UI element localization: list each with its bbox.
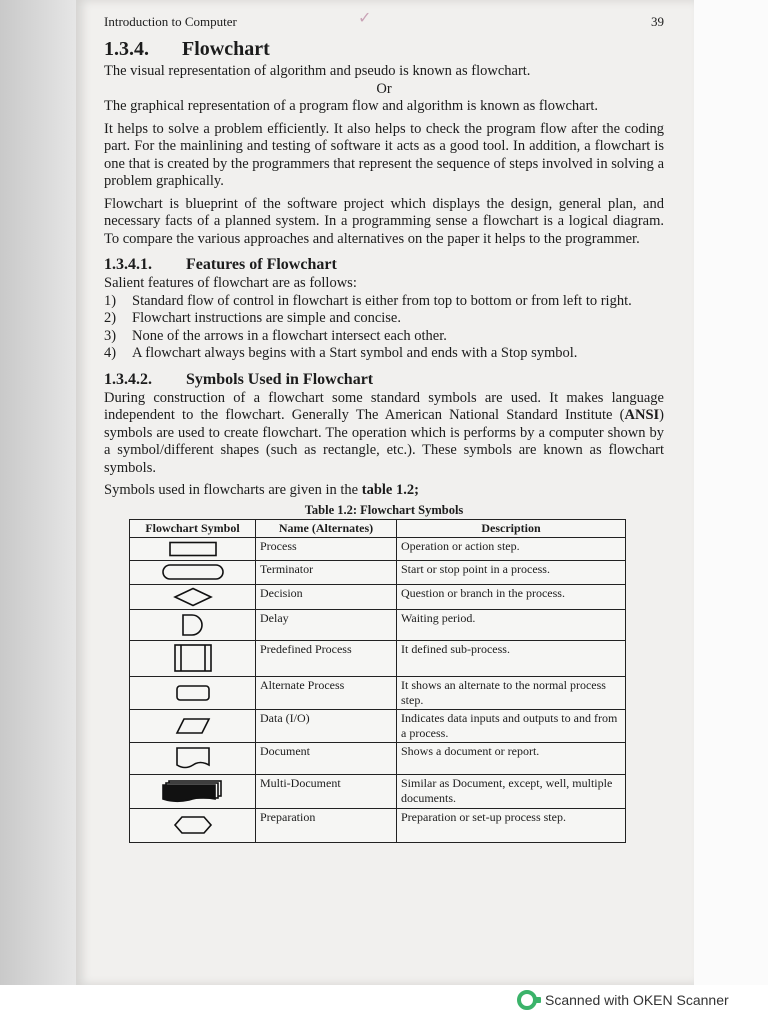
running-head-title: Introduction to Computer bbox=[104, 14, 237, 29]
symbols-number: 1.3.4.2. bbox=[104, 370, 152, 388]
list-number: 4) bbox=[104, 345, 117, 361]
page-number: 39 bbox=[651, 14, 664, 29]
table-row bbox=[130, 742, 626, 774]
table-row bbox=[130, 709, 626, 742]
table-row bbox=[130, 560, 626, 584]
section-heading bbox=[104, 38, 664, 61]
table-intro bbox=[104, 482, 664, 500]
symbol-description: Similar as Document, except, well, multiple documents. bbox=[397, 774, 626, 808]
list-text: Flowchart instructions are simple and concise. bbox=[132, 310, 401, 326]
symbol-name: Preparation bbox=[256, 808, 397, 842]
table-row bbox=[130, 537, 626, 560]
definition-2: The graphical representation of a program flow and algorithm is known as flowchart. bbox=[104, 98, 599, 114]
alternate-process-symbol-icon bbox=[175, 684, 211, 702]
page-content bbox=[104, 14, 664, 843]
multi-document-symbol-icon bbox=[161, 779, 225, 803]
table-row bbox=[130, 640, 626, 676]
table-row bbox=[130, 609, 626, 640]
list-number: 1) bbox=[104, 292, 117, 309]
column-header: Description bbox=[397, 519, 626, 537]
list-text: Standard flow of control in flowchart is either from top to bottom or from left to right. bbox=[132, 292, 632, 309]
delay-symbol-icon bbox=[180, 613, 206, 637]
check-mark-icon: ✓ bbox=[358, 10, 372, 27]
features-list bbox=[104, 293, 664, 363]
symbol-description: Question or branch in the process. bbox=[397, 584, 626, 609]
features-heading bbox=[104, 256, 664, 274]
scanner-watermark bbox=[517, 990, 729, 1010]
list-text: A flowchart always begins with a Start symbol and ends with a Stop symbol. bbox=[132, 345, 578, 361]
list-text: None of the arrows in a flowchart intersect each other. bbox=[132, 327, 447, 344]
watermark-text: Scanned with OKEN Scanner bbox=[545, 992, 729, 1008]
list-number: 3) bbox=[104, 327, 117, 344]
symbol-name: Multi-Document bbox=[256, 774, 397, 808]
ansi-term: ANSI bbox=[624, 407, 660, 423]
paragraph-1: It helps to solve a problem efficiently. It also helps to check the program flow after the coding part. For the mainlining and testing of software it acts as a good tool. In addition, a flowchart is one that is created by the programmers that represent the sequence of steps involved in solving a problem graphically. bbox=[104, 120, 664, 189]
symbol-description: It defined sub-process. bbox=[397, 640, 626, 676]
symbol-name: Data (I/O) bbox=[256, 709, 397, 742]
data-io-symbol-icon bbox=[175, 717, 211, 735]
list-item bbox=[104, 345, 664, 363]
preparation-symbol-icon bbox=[173, 815, 213, 835]
section-title: Flowchart bbox=[182, 38, 270, 60]
definition-1: The visual representation of algorithm and pseudo is known as flowchart. bbox=[104, 63, 531, 79]
symbol-description: Start or stop point in a process. bbox=[397, 560, 626, 584]
symbol-name: Process bbox=[256, 537, 397, 560]
scan-shadow-edge bbox=[0, 0, 76, 985]
decision-symbol-icon bbox=[173, 587, 213, 607]
table-header-row bbox=[130, 519, 626, 537]
table-intro-text: Symbols used in flowcharts are given in the bbox=[104, 482, 362, 498]
symbol-description: Indicates data inputs and outputs to and from a process. bbox=[397, 709, 626, 742]
symbol-description: It shows an alternate to the normal process step. bbox=[397, 676, 626, 709]
symbol-name: Predefined Process bbox=[256, 640, 397, 676]
table-reference: table 1.2; bbox=[361, 482, 419, 498]
symbol-name: Terminator bbox=[256, 560, 397, 584]
table-row bbox=[130, 676, 626, 709]
table-caption: Table 1.2: Flowchart Symbols bbox=[304, 502, 464, 517]
or-separator: Or bbox=[376, 80, 392, 97]
symbols-text-part: During construction of a flowchart some standard symbols are used. It makes language independent to the flowchart. Generally The American National Standard Institute ( bbox=[104, 389, 664, 423]
list-item bbox=[104, 293, 664, 311]
symbols-title: Symbols Used in Flowchart bbox=[186, 370, 374, 388]
terminator-symbol-icon bbox=[161, 563, 225, 581]
section-number: 1.3.4. bbox=[104, 38, 149, 60]
list-item bbox=[104, 328, 664, 346]
symbols-paragraph bbox=[104, 390, 664, 478]
oken-logo-icon bbox=[517, 990, 537, 1010]
table-row bbox=[130, 774, 626, 808]
features-intro: Salient features of flowchart are as follows: bbox=[104, 275, 357, 291]
page-margin bbox=[694, 0, 768, 985]
symbols-text-part: ) symbols are used to create flowchart. The operation which is performs by a computer shown by a symbol/different shapes (such as rectangle, etc.). These symbols are known as flowchart symbols. bbox=[104, 407, 664, 476]
document-symbol-icon bbox=[175, 746, 211, 770]
column-header: Name (Alternates) bbox=[256, 519, 397, 537]
list-number: 2) bbox=[104, 310, 117, 326]
table-row bbox=[130, 584, 626, 609]
features-title: Features of Flowchart bbox=[186, 256, 337, 273]
list-item bbox=[104, 310, 664, 328]
symbol-name: Delay bbox=[256, 609, 397, 640]
table-row bbox=[130, 808, 626, 842]
symbol-description: Shows a document or report. bbox=[397, 742, 626, 774]
running-head bbox=[104, 14, 664, 30]
predefined-process-symbol-icon bbox=[173, 643, 213, 673]
symbols-heading bbox=[104, 371, 664, 389]
symbol-description: Operation or action step. bbox=[397, 537, 626, 560]
features-number: 1.3.4.1. bbox=[104, 256, 152, 273]
column-header: Flowchart Symbol bbox=[130, 519, 256, 537]
symbol-description: Preparation or set-up process step. bbox=[397, 808, 626, 842]
symbol-name: Alternate Process bbox=[256, 676, 397, 709]
process-symbol-icon bbox=[168, 541, 218, 557]
symbol-description: Waiting period. bbox=[397, 609, 626, 640]
symbol-name: Decision bbox=[256, 584, 397, 609]
paragraph-2: Flowchart is blueprint of the software project which displays the design, general plan, and necessary facts of a planned system. In a programming sense a flowchart is a logical diagram. To compare the various approaches and alternatives on the paper it helps to the programmer. bbox=[104, 195, 664, 247]
flowchart-symbols-table bbox=[129, 519, 626, 843]
symbol-name: Document bbox=[256, 742, 397, 774]
